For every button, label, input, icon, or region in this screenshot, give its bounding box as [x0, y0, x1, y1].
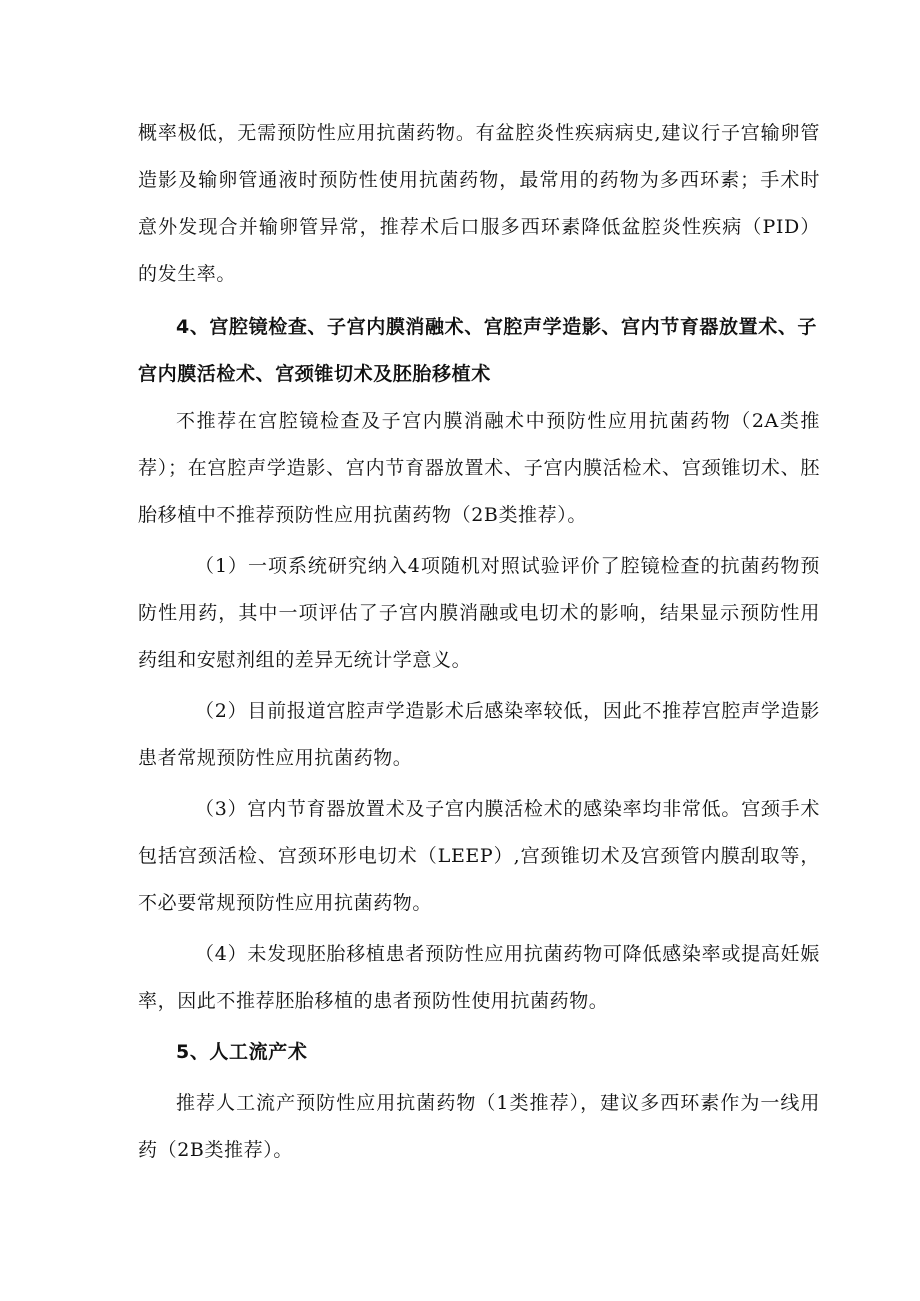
paragraph-item-1: （1）一项系统研究纳入4项随机对照试验评价了腔镜检查的抗菌药物预防性用药，其中一项评估了子宫内膜消融或电切术的影响，结果显示预防性用药组和安慰剂组的差异无统计学意义。 — [138, 555, 820, 671]
section-heading-4: 4、宫腔镜检查、子宫内膜消融术、宫腔声学造影、宫内节育器放置术、子宫内膜活检术、宫颈锥切术及胚胎移植术 — [138, 316, 818, 385]
paragraph-item-2: （2）目前报道宫腔声学造影术后感染率较低，因此不推荐宫腔声学造影患者常规预防性应用抗菌药物。 — [138, 700, 820, 769]
section-heading-5: 5、人工流产术 — [176, 1041, 308, 1063]
paragraph-item-4: （4）未发现胚胎移植患者预防性应用抗菌药物可降低感染率或提高妊娠率，因此不推荐胚胎移植的患者预防性使用抗菌药物。 — [138, 943, 820, 1012]
paragraph-recommendation-5: 推荐人工流产预防性应用抗菌药物（1类推荐），建议多西环素作为一线用药（2B类推荐）。 — [138, 1092, 820, 1161]
document-body — [138, 110, 820, 1174]
paragraph-pid-continuation: 概率极低，无需预防性应用抗菌药物。有盆腔炎性疾病病史,建议行子宫输卵管造影及输卵管通液时预防性使用抗菌药物，最常用的药物为多西环素；手术时意外发现合并输卵管异常，推荐术后口服多西环素降低盆腔炎性疾病（PID）的发生率。 — [138, 122, 820, 285]
paragraph-item-3: （3）宫内节育器放置术及子宫内膜活检术的感染率均非常低。宫颈手术包括宫颈活检、宫颈环形电切术（LEEP）,宫颈锥切术及宫颈管内膜刮取等，不必要常规预防性应用抗菌药物。 — [138, 798, 820, 914]
paragraph-recommendation-4: 不推荐在宫腔镜检查及子宫内膜消融术中预防性应用抗菌药物（2A类推荐）；在宫腔声学造影、宫内节育器放置术、子宫内膜活检术、宫颈锥切术、胚胎移植中不推荐预防性应用抗菌药物（2B类推荐）。 — [138, 410, 820, 526]
